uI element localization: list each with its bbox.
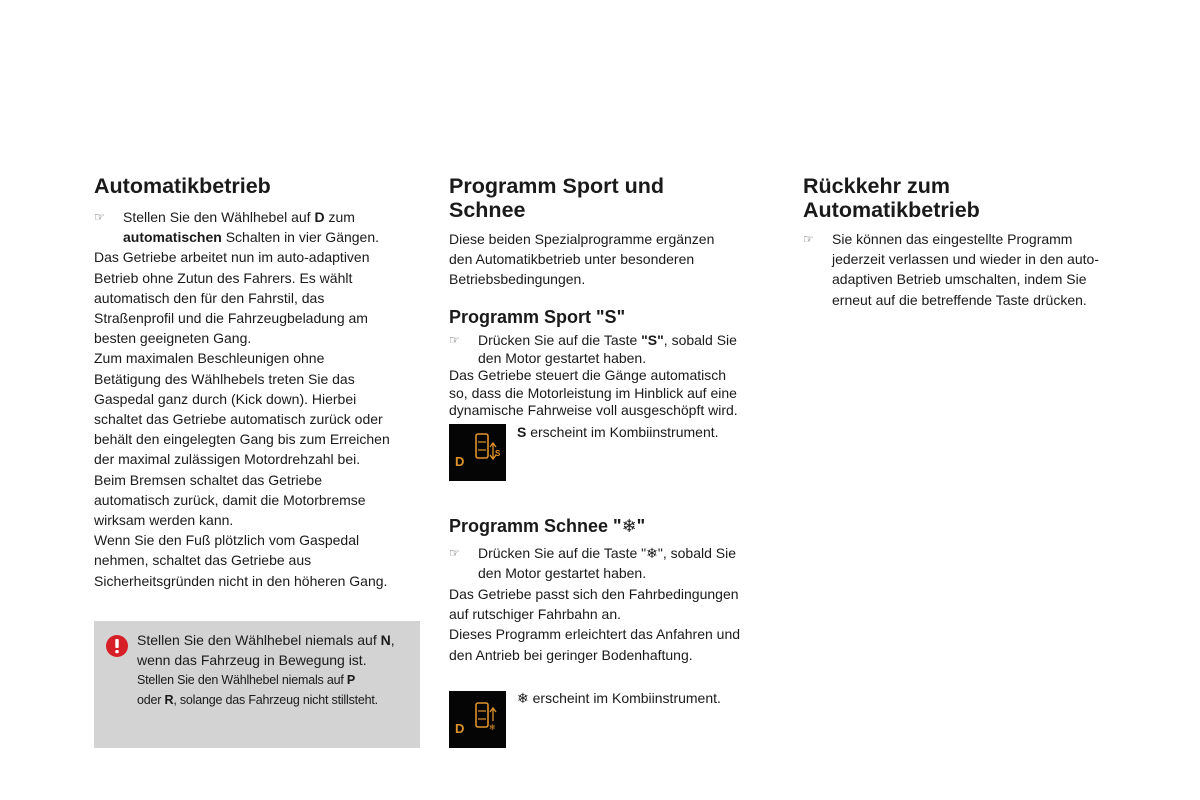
intro-line: Diese beiden Spezialprogramme ergänzen	[449, 231, 715, 247]
svg-text:S: S	[495, 449, 501, 458]
sport-program-heading: Programm Sport "S"	[449, 307, 626, 327]
snow-mode-indicator-icon	[449, 691, 506, 748]
automatic-mode-body	[94, 247, 424, 590]
body-line: automatisch den für den Fahrstil, das	[94, 289, 325, 306]
sport-line: so, dass die Motorleistung im Hinblick auf eine	[449, 384, 737, 401]
sport-snow-section	[449, 172, 779, 290]
return-to-automatic-section	[803, 172, 1133, 310]
body-line: besten geeigneten Gang.	[94, 330, 252, 347]
pointing-hand-icon: ☞	[94, 210, 105, 224]
body-line: Betätigung des Wählhebels treten Sie das	[94, 370, 355, 387]
svg-text:D: D	[455, 454, 465, 469]
sport-line: Das Getriebe steuert die Gänge automatisch	[449, 367, 727, 383]
body-line: Gaspedal ganz durch (Kick down). Hierbei	[94, 390, 357, 407]
snow-line: Das Getriebe passt sich den Fahrbedingungen	[449, 586, 739, 602]
warning-text: Stellen Sie den Wählhebel niemals auf N, wenn das Fahrzeug in Bewegung ist. Stellen Sie den Wählhebel niemals auf P oder R, solange das Fahrzeug nicht stillsteht.	[137, 632, 395, 707]
warning-box	[94, 621, 420, 748]
sport-snow-heading-line2: Schnee	[449, 198, 526, 222]
body-line: Straßenprofil und die Fahrzeugbeladung am	[94, 310, 368, 327]
body-line: der maximal zulässigen Motordrehzahl bei.	[94, 451, 361, 468]
svg-text:❄: ❄	[489, 723, 496, 732]
body-line: Wenn Sie den Fuß plötzlich vom Gaspedal	[94, 532, 360, 549]
intro-line: Betriebsbedingungen.	[449, 271, 586, 288]
sport-mode-indicator-icon	[449, 424, 506, 481]
sport-instruction: ☞ Drücken Sie auf die Taste "S", sobald Sie den Motor gestartet haben.	[449, 332, 737, 366]
snow-caption: ❄ erscheint im Kombiinstrument.	[517, 690, 721, 706]
snow-line: auf rutschiger Fahrbahn an.	[449, 606, 621, 623]
body-line: nehmen, schaltet das Getriebe aus	[94, 552, 312, 569]
body-line: Zum maximalen Beschleunigen ohne	[94, 350, 325, 367]
snow-program-heading: Programm Schnee "❄"	[449, 516, 646, 536]
snow-description	[449, 584, 789, 665]
intro-line: den Automatikbetrieb unter besonderen	[449, 251, 695, 268]
body-line: wirksam werden kann.	[94, 512, 234, 529]
return-heading-line2: Automatikbetrieb	[803, 198, 980, 222]
body-line: Sicherheitsgründen nicht in den höheren Gang.	[94, 572, 388, 589]
snow-instruction: ☞ Drücken Sie auf die Taste "❄", sobald Sie den Motor gestartet haben.	[449, 545, 736, 582]
exclamation-warning-icon	[106, 635, 128, 657]
body-line: schaltet das Getriebe automatisch zurück oder	[94, 411, 383, 428]
sport-caption: S erscheint im Kombiinstrument.	[517, 424, 719, 440]
snow-line: Dieses Programm erleichtert das Anfahren und	[449, 626, 741, 643]
body-line: Beim Bremsen schaltet das Getriebe	[94, 471, 322, 488]
pointing-hand-icon: ☞	[449, 546, 460, 560]
body-line: Das Getriebe arbeitet nun im auto-adaptiven	[94, 249, 370, 266]
pointing-hand-icon: ☞	[449, 333, 460, 347]
body-line: behält den eingelegten Gang bis zum Erreichen	[94, 431, 390, 448]
automatic-mode-heading: Automatikbetrieb	[94, 174, 271, 198]
pointing-hand-icon: ☞	[803, 232, 814, 246]
sport-line: dynamische Fahrweise voll ausgeschöpft wird.	[449, 402, 738, 418]
return-heading-line1: Rückkehr zum	[803, 174, 950, 198]
sport-snow-intro	[449, 229, 779, 290]
return-instruction: ☞ Sie können das eingestellte Programm jederzeit verlassen und wieder in den auto- adaptiven Betrieb umschalten, indem Sie erneut auf die betreffende Taste drücken.	[803, 231, 1099, 308]
body-line: Betrieb ohne Zutun des Fahrers. Es wählt	[94, 269, 353, 286]
sport-snow-heading-line1: Programm Sport und	[449, 174, 665, 198]
automatic-mode-section	[94, 172, 424, 591]
select-d-instruction: ☞ Stellen Sie den Wählhebel auf D zum automatischen Schalten in vier Gängen.	[94, 209, 380, 246]
snow-line: den Antrieb bei geringer Bodenhaftung.	[449, 646, 693, 663]
svg-text:D: D	[455, 721, 465, 736]
sport-description	[449, 367, 789, 420]
body-line: automatisch zurück, damit die Motorbremse	[94, 491, 366, 508]
